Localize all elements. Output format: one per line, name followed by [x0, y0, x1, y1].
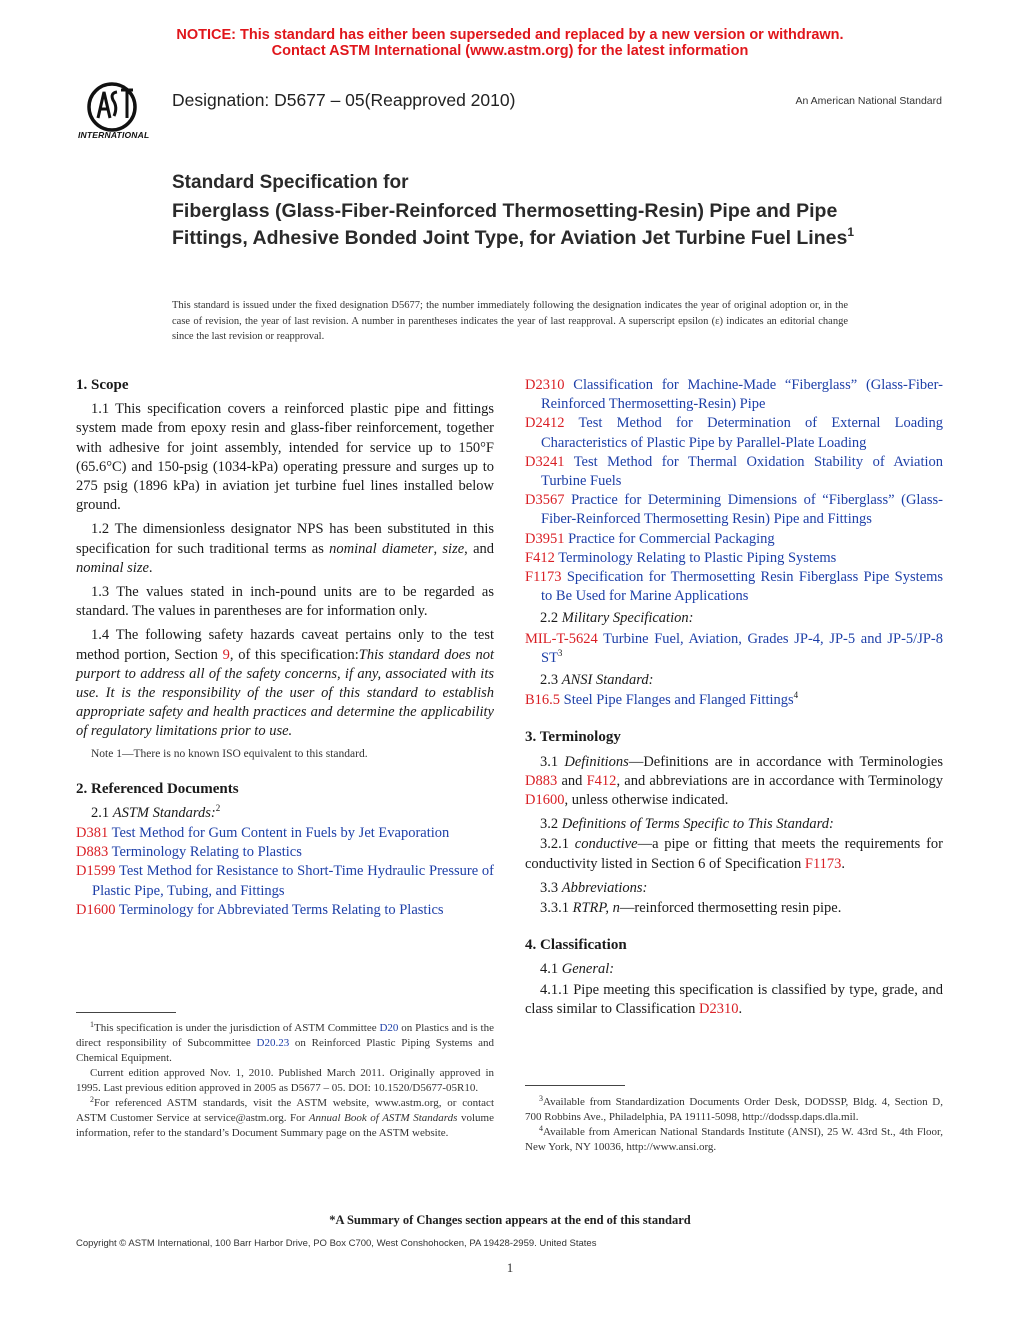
para-3-3-1-term: RTRP, n — [572, 900, 620, 917]
logo-international-text: INTERNATIONAL — [78, 130, 150, 140]
footnote-3-text: Available from Standardization Documents Order Desk, DODSSP, Bldg. 4, Section D, 700 Robbins Ave., Philadelphia, PA 19111-5098, http://dodssp.daps.dla.mil. — [525, 1096, 943, 1123]
footnote-2 — [76, 1096, 494, 1141]
military-spec-text: Military Specification: — [561, 610, 694, 627]
ref-item — [525, 453, 943, 491]
ref-item — [525, 549, 943, 568]
mil-spec-code-link[interactable]: MIL-T-5624 — [525, 630, 598, 647]
para-3-1-text-3: , unless otherwise indicated. — [564, 792, 729, 809]
ref-title-link[interactable]: Test Method for Thermal Oxidation Stability of Aviation Turbine Fuels — [541, 453, 943, 490]
astm-standards-text: ASTM Standards: — [112, 804, 216, 821]
footnote-1-text: This specification is under the jurisdiction of ASTM Committee — [94, 1022, 380, 1034]
astm-standards-label — [76, 804, 494, 823]
para-1-4 — [76, 626, 494, 741]
section-scope-heading: 1. Scope — [76, 377, 129, 393]
para-1-2-sep-1: , — [433, 540, 443, 557]
d1600-link[interactable]: D1600 — [525, 792, 565, 809]
footnote-1-text-3: on Reinforced Plastic Piping Systems and Chemical Equipment. — [76, 1037, 495, 1064]
designation: Designation: D5677 – 05(Reapproved 2010) — [172, 90, 516, 110]
para-3-3-1-num: 3.3.1 — [540, 900, 573, 917]
footnote-1 — [76, 1021, 494, 1066]
ref-title-link[interactable]: Practice for Commercial Packaging — [564, 530, 775, 547]
ref-title-link[interactable]: Test Method for Gum Content in Fuels by Jet Evaporation — [108, 825, 450, 842]
ref-code-link[interactable]: D3567 — [525, 492, 565, 509]
para-1-2 — [76, 520, 494, 578]
footnote-divider-right — [525, 1085, 625, 1086]
f412-link[interactable]: F412 — [586, 772, 617, 789]
para-3-2-num: 3.2 — [540, 816, 562, 833]
para-1-4-text: 1.4 The following safety hazards caveat pertains only to the test method portion, Section — [76, 627, 494, 663]
para-1-2-end: . — [148, 559, 153, 576]
ref-title-link[interactable]: Test Method for Resistance to Short-Time Hydraulic Pressure of Plastic Pipe, Tubing, and Fittings — [92, 863, 494, 899]
para-3-1-text: —Definitions are in accordance with Terminologies — [628, 753, 944, 770]
footnotes-left — [76, 1021, 494, 1141]
ref-item — [525, 376, 943, 414]
ref-title-link[interactable]: Terminology for Abbreviated Terms Relating to Plastics — [115, 901, 444, 918]
para-3-1 — [525, 753, 943, 811]
section-classification-heading: 4. Classification — [525, 937, 627, 954]
title-main — [172, 198, 872, 251]
para-3-1-text-2: , and abbreviations are in accordance with Terminology — [616, 772, 944, 789]
footnote-1-edition: Current edition approved Nov. 1, 2010. Published March 2011. Originally approved in 1995. Last previous edition approved in 2005 as D5677 – 05. DOI: 10.1520/D5677-05R10. — [76, 1067, 494, 1094]
ansi-title-link[interactable]: Steel Pipe Flanges and Flanged Fittings — [560, 692, 794, 709]
ref-item — [525, 568, 943, 606]
para-1-2-term-2: size — [442, 540, 465, 557]
para-1-2-term-1: nominal diameter — [329, 540, 434, 557]
ref-code-link[interactable]: D3241 — [525, 453, 565, 470]
ref-title-link[interactable]: Terminology Relating to Plastic Piping Systems — [554, 549, 837, 566]
footnote-divider-left — [76, 1012, 176, 1013]
ref-code-link[interactable]: D2310 — [525, 377, 565, 393]
f1173-link[interactable]: F1173 — [804, 855, 842, 872]
ref-code-link[interactable]: D1599 — [76, 863, 116, 880]
footnote-1-text-2: on Plastics and is the direct responsibility of Subcommittee — [76, 1022, 494, 1049]
ref-code-link[interactable]: D2412 — [525, 415, 565, 432]
para-1-4-text-2: , of this specification: — [229, 646, 359, 663]
para-4-1-num: 4.1 — [540, 961, 562, 978]
summary-of-changes-note: *A Summary of Changes section appears at the end of this standard — [329, 1213, 691, 1227]
ref-title-link[interactable]: Classification for Machine-Made “Fiberglass” (Glass-Fiber-Reinforced Thermosetting-Resin) Pipe — [541, 377, 943, 413]
ref-code-link[interactable]: D883 — [76, 844, 109, 861]
astm-logo — [74, 78, 164, 144]
footnote-3 — [525, 1095, 943, 1125]
mil-footnote-mark: 3 — [557, 647, 563, 658]
footnote-4-text: Available from American National Standards Institute (ANSI), 25 W. 43rd St., 4th Floor, New York, NY 10036, http://www.ansi.org. — [525, 1126, 943, 1153]
ref-item — [525, 414, 943, 452]
ref-title-link[interactable]: Practice for Determining Dimensions of “Fiberglass” (Glass-Fiber-Reinforced Thermosetting Resin) Pipe and Fittings — [541, 492, 943, 528]
para-4-1-1-text: 4.1.1 Pipe meeting this specification is classified by type, grade, and class similar to Classification — [525, 981, 943, 1017]
ref-title-link[interactable]: Terminology Relating to Plastics — [108, 844, 302, 861]
para-3-2-1 — [525, 835, 943, 873]
para-4-1-1 — [525, 981, 943, 1019]
mil-spec-ref — [525, 630, 943, 668]
para-4-1-label: General: — [561, 961, 615, 978]
para-1-2-term-3: nominal size — [76, 559, 149, 576]
title-footnote-mark: 1 — [847, 224, 855, 239]
ref-item — [76, 843, 494, 862]
d2310-link[interactable]: D2310 — [698, 1000, 739, 1017]
ansi-standard-num: 2.3 — [540, 672, 562, 689]
para-3-1-term: Definitions — [564, 753, 629, 770]
ref-item — [525, 491, 943, 529]
ansi-ref — [525, 691, 943, 710]
d883-link[interactable]: D883 — [525, 772, 558, 789]
ansi-standard-text: ANSI Standard: — [561, 672, 654, 689]
ref-code-link[interactable]: D381 — [76, 825, 109, 842]
subcommittee-d20-23-link[interactable]: D20.23 — [256, 1037, 290, 1049]
ref-code-link[interactable]: F412 — [525, 549, 555, 566]
page-number: 1 — [506, 1260, 514, 1275]
left-column — [76, 376, 494, 920]
para-3-2 — [525, 815, 943, 834]
para-3-3-label: Abbreviations: — [561, 879, 648, 896]
footnote-1-mark: 1 — [90, 1020, 94, 1029]
ansi-standard-label — [525, 671, 943, 690]
section-terminology-heading: 3. Terminology — [525, 729, 621, 746]
safety-caveat: This standard does not purport to address all of the safety concerns, if any, associated with its use. It is the responsibility of the user of this standard to establish appropriate safety and health practices and determine the applicability of regulatory limitations prior to use. — [76, 646, 495, 740]
astm-standards-num: 2.1 — [91, 804, 113, 821]
committee-d20-link[interactable]: D20 — [379, 1022, 399, 1034]
footnote-4 — [525, 1125, 943, 1155]
issued-statement: This standard is issued under the fixed designation D5677; the number immediately following the designation indicates the year of original adoption or, in the case of revision, the year of last revision. A number in parentheses indicates the year of last reapproval. A superscript epsilon (ε) indicates an editorial change since the last revision or reapproval. — [172, 300, 848, 342]
para-1-2-text: 1.2 The dimensionless designator NPS has been substituted in this specification for such traditional terms as — [76, 521, 494, 557]
refs-right-list — [525, 376, 943, 606]
ref-title-link[interactable]: Specification for Thermosetting Resin Fiberglass Pipe Systems to Be Used for Marine Applications — [541, 569, 943, 605]
ref-code-link[interactable]: F1173 — [525, 569, 562, 586]
para-3-2-1-end: . — [841, 855, 846, 872]
ref-item — [76, 862, 494, 900]
para-3-3-1-text: —reinforced thermosetting resin pipe. — [619, 900, 842, 917]
footnote-3-mark: 3 — [539, 1094, 543, 1103]
ref-item — [76, 901, 494, 920]
section-referenced-heading: 2. Referenced Documents — [76, 780, 239, 797]
ref-item — [76, 824, 494, 843]
para-3-3-1 — [525, 899, 943, 918]
military-spec-num: 2.2 — [540, 610, 562, 627]
para-3-3-num: 3.3 — [540, 879, 562, 896]
footnote-2-text-2: volume information, refer to the standard’s Document Summary page on the ASTM website. — [76, 1112, 494, 1139]
para-3-3 — [525, 879, 943, 898]
para-3-2-1-text: —a pipe or fitting that meets the requirements for conductivity listed in Section 6 of Specification — [525, 836, 943, 872]
para-4-1 — [525, 960, 943, 979]
para-4-1-1-end: . — [738, 1000, 743, 1017]
right-column — [525, 376, 943, 1024]
ref-code-link[interactable]: D1600 — [76, 901, 116, 918]
footnote-4-mark: 4 — [539, 1124, 543, 1133]
footnote-2-book-title: Annual Book of ASTM Standards — [308, 1112, 458, 1124]
military-spec-label — [525, 609, 943, 628]
astm-footnote-mark: 2 — [215, 802, 221, 813]
ref-title-link[interactable]: Test Method for Determination of External Loading Characteristics of Plastic Pipe by Parallel-Plate Loading — [541, 415, 943, 451]
refs-left-list — [76, 824, 494, 920]
para-1-2-sep-2: , and — [464, 540, 494, 557]
para-3-2-1-num: 3.2.1 — [540, 836, 575, 853]
notice-line-1: NOTICE: This standard has either been superseded and replaced by a new version or withdrawn. — [176, 27, 844, 43]
para-3-1-and: and — [557, 772, 587, 789]
copyright: Copyright © ASTM International, 100 Barr Harbor Drive, PO Box C700, West Conshohocken, PA 19428-2959. United States — [76, 1238, 597, 1249]
footnote-2-mark: 2 — [90, 1095, 94, 1104]
ref-item — [525, 530, 943, 549]
ansi-footnote-mark: 4 — [793, 690, 799, 701]
para-3-2-1-term: conductive — [574, 836, 638, 853]
note-1: Note 1—There is no known ISO equivalent to this standard. — [91, 747, 368, 760]
para-1-1: 1.1 This specification covers a reinforced plastic pipe and fittings system made from epoxy resin and glass-fiber reinforcement, together with adhesive for joint assembly, intended for service up to 150°F (65.6°C) and 150-psig (1034-kPa) operating pressure and surges up to 275 psig (1896 kPa) in aviation jet turbine fuel lines installed below ground. — [76, 401, 494, 514]
para-3-1-num: 3.1 — [540, 753, 565, 770]
mil-spec-title-link[interactable]: Turbine Fuel, Aviation, Grades JP-4, JP-5 and JP-5/JP-8 ST — [541, 630, 943, 666]
title-lead: Standard Specification for — [172, 172, 409, 193]
notice-line-2: Contact ASTM International (www.astm.org) for the latest information — [271, 43, 749, 59]
footnote-2-text: For referenced ASTM standards, visit the ASTM website, www.astm.org, or contact ASTM Customer Service at service@astm.org. For — [76, 1097, 494, 1124]
section-9-link[interactable]: 9 — [222, 646, 230, 663]
ansi-code-link[interactable]: B16.5 — [525, 692, 561, 709]
para-1-3: 1.3 The values stated in inch-pound units are to be regarded as standard. The values in parentheses are for information only. — [76, 584, 494, 620]
para-3-2-label: Definitions of Terms Specific to This Standard: — [561, 816, 834, 833]
footnotes-right — [525, 1095, 943, 1155]
title-main-text: Fiberglass (Glass-Fiber-Reinforced Thermosetting-Resin) Pipe and Pipe Fittings, Adhesive Bonded Joint Type, for Aviation Jet Turbine Fuel Lines — [172, 200, 848, 249]
ref-code-link[interactable]: D3951 — [525, 530, 565, 547]
national-standard-label: An American National Standard — [795, 95, 942, 107]
